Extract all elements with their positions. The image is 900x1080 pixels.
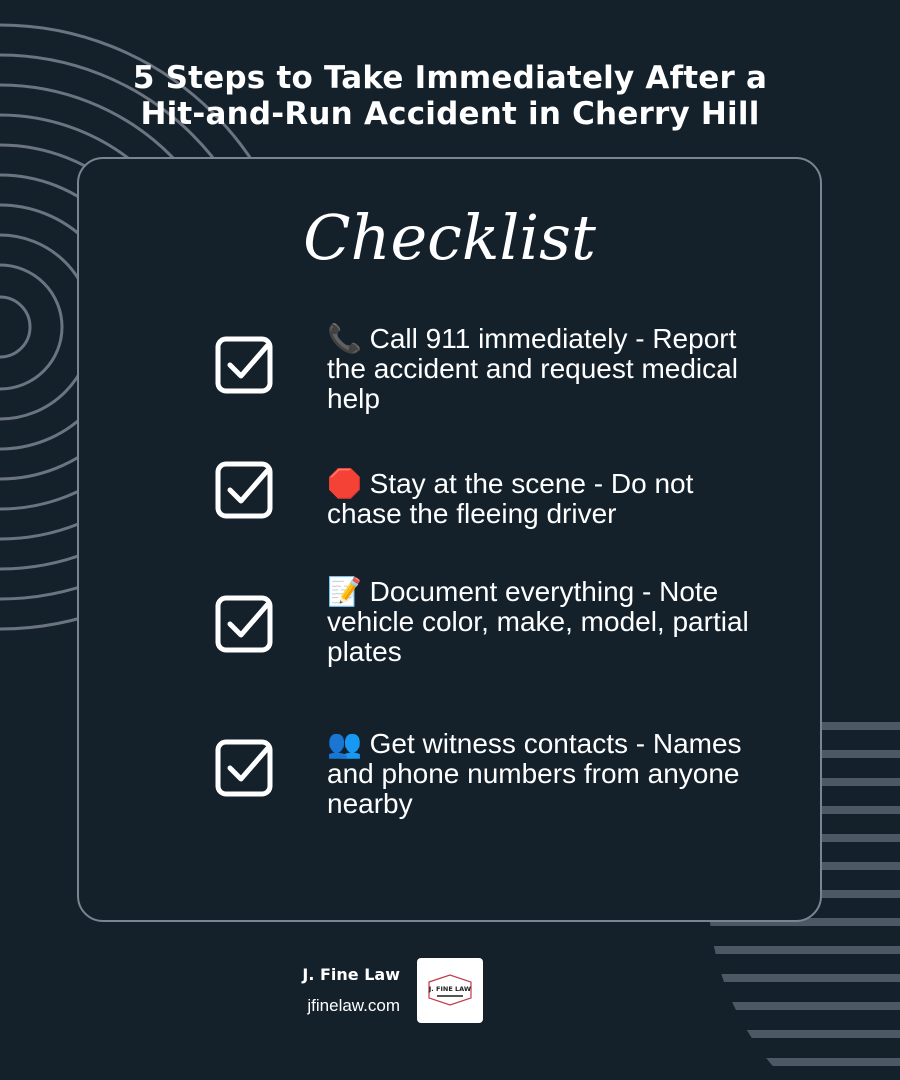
- checkbox-checked-icon: [215, 461, 273, 519]
- brand-name: J. Fine Law: [302, 965, 400, 984]
- checklist-card: [77, 157, 822, 922]
- page-title: [0, 60, 900, 132]
- logo-text: J. FINE LAW: [428, 985, 472, 993]
- brand-block: [302, 965, 400, 1016]
- checklist-item-text: 📝 Document everything - Note vehicle color, make, model, partial plates: [327, 576, 749, 667]
- logo-mark: [417, 958, 483, 1023]
- checkbox-checked-icon: [215, 336, 273, 394]
- checklist-item-text: 📞 Call 911 immediately - Report the accident and request medical help: [327, 323, 738, 414]
- brand-url[interactable]: jfinelaw.com: [307, 996, 400, 1015]
- checkbox-checked-icon: [215, 739, 273, 797]
- checklist-item-text: 👥 Get witness contacts - Names and phone numbers from anyone nearby: [327, 728, 742, 819]
- checklist-item-text: 🛑 Stay at the scene - Do not chase the fleeing driver: [327, 468, 694, 529]
- title-line-1: 5 Steps to Take Immediately After a: [132, 60, 768, 96]
- checkbox-checked-icon: [215, 595, 273, 653]
- checklist-heading: Checklist: [303, 201, 596, 274]
- title-line-2: Hit-and-Run Accident in Cherry Hill: [140, 96, 760, 132]
- brand-logo: [417, 958, 483, 1023]
